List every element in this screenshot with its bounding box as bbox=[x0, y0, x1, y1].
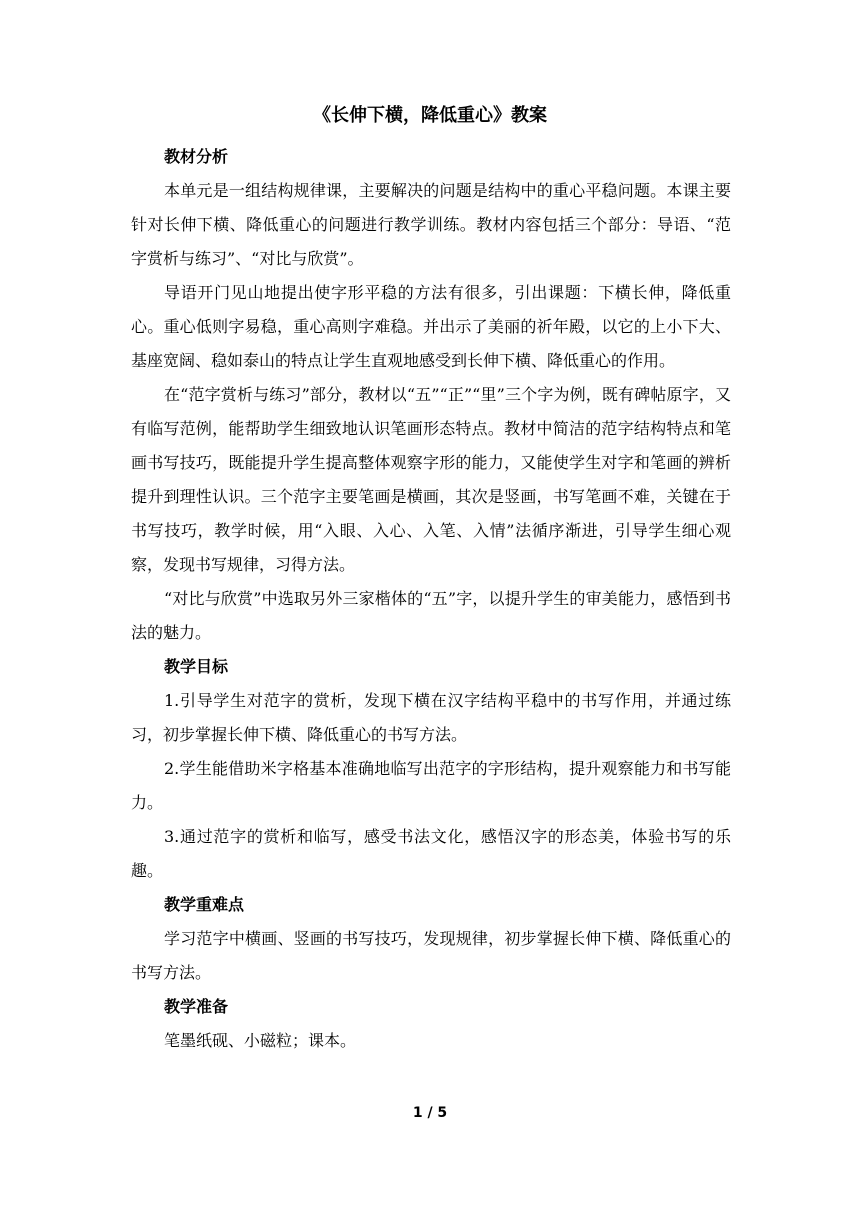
page-indicator: 1 / 5 bbox=[412, 1105, 448, 1121]
section-heading: 教材分析 bbox=[164, 147, 229, 166]
section-key-points bbox=[131, 888, 731, 990]
section-heading: 教学准备 bbox=[164, 997, 229, 1016]
section-textbook-analysis bbox=[131, 140, 731, 650]
list-item: 3.通过范字的赏析和临写，感受书法文化，感悟汉字的形态美，体验书写的乐趣。 bbox=[131, 827, 731, 880]
document-body bbox=[131, 140, 731, 1058]
section-heading: 教学重难点 bbox=[164, 895, 245, 914]
paragraph: 学习范字中横画、竖画的书写技巧，发现规律，初步掌握长伸下横、降低重心的书写方法。 bbox=[131, 929, 731, 982]
paragraph: 笔墨纸砚、小磁粒；课本。 bbox=[164, 1031, 357, 1050]
paragraph: 本单元是一组结构规律课，主要解决的问题是结构中的重心平稳问题。本课主要针对长伸下横、降低重心的问题进行教学训练。教材内容包括三个部分：导语、“范字赏析与练习”、“对比与欣赏”。 bbox=[131, 181, 731, 268]
section-heading: 教学目标 bbox=[164, 657, 229, 676]
document-title: 《长伸下横，降低重心》教案 bbox=[313, 105, 547, 126]
list-item: 1.引导学生对范字的赏析，发现下横在汉字结构平稳中的书写作用，并通过练习，初步掌握长伸下横、降低重心的书写方法。 bbox=[131, 691, 731, 744]
list-item: 2.学生能借助米字格基本准确地临写出范字的字形结构，提升观察能力和书写能力。 bbox=[131, 759, 731, 812]
paragraph: 在“范字赏析与练习”部分，教材以“五”“正”“里”三个字为例，既有碑帖原字，又有临写范例，能帮助学生细致地认识笔画形态特点。教材中简洁的范字结构特点和笔画书写技巧，既能提升学生提高整体观察字形的能力，又能使学生对字和笔画的辨析提升到理性认识。三个范字主要笔画是横画，其次是竖画，书写笔画不难，关键在于书写技巧，教学时候，用“入眼、入心、入笔、入情”法循序渐进，引导学生细心观察，发现书写规律，习得方法。 bbox=[131, 385, 731, 574]
section-teaching-goals bbox=[131, 650, 731, 888]
paragraph: 导语开门见山地提出使字形平稳的方法有很多，引出课题：下横长伸，降低重心。重心低则字易稳，重心高则字难稳。并出示了美丽的祈年殿，以它的上小下大、基座宽阔、稳如泰山的特点让学生直观地感受到长伸下横、降低重心的作用。 bbox=[131, 283, 731, 370]
paragraph: “对比与欣赏”中选取另外三家楷体的“五”字，以提升学生的审美能力，感悟到书法的魅力。 bbox=[131, 589, 731, 642]
section-preparation bbox=[131, 990, 731, 1058]
